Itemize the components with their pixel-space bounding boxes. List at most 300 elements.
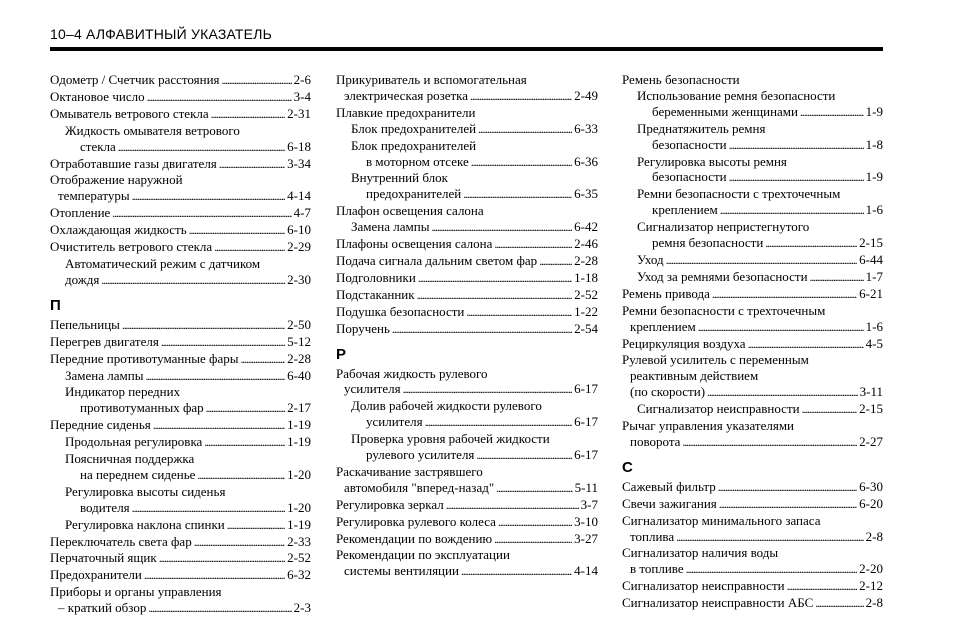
index-entry xyxy=(622,252,883,269)
entry-term: Сигнализатор неисправности АБС xyxy=(622,595,814,611)
dot-leader xyxy=(707,384,858,401)
dot-leader xyxy=(478,121,572,138)
entry-page-ref[interactable]: 3-4 xyxy=(293,88,311,104)
entry-page-ref[interactable]: 6-35 xyxy=(574,186,598,202)
entry-term: водителя xyxy=(80,499,130,515)
entry-page-ref[interactable]: 2-54 xyxy=(574,320,598,336)
entry-term: Прикуриватель и вспомогательная xyxy=(336,72,527,87)
header-rule xyxy=(50,47,883,51)
entry-term: Перчаточный ящик xyxy=(50,550,157,566)
index-entry xyxy=(336,219,598,236)
index-entry xyxy=(50,534,311,551)
entry-term: Октановое число xyxy=(50,88,145,104)
entry-page-ref[interactable]: 2-29 xyxy=(287,239,311,255)
index-entry xyxy=(622,104,883,121)
dot-leader xyxy=(729,169,864,186)
dot-leader xyxy=(471,154,572,171)
index-entry xyxy=(622,434,883,451)
dot-leader xyxy=(101,272,285,289)
entry-term: Сигнализатор неисправности xyxy=(637,401,800,417)
entry-term: реактивным действием xyxy=(630,368,759,384)
index-entry xyxy=(50,550,311,567)
index-entry xyxy=(50,188,311,205)
index-entry xyxy=(50,317,311,334)
entry-term: креплением xyxy=(652,202,718,218)
index-entry xyxy=(622,202,883,219)
index-column-2 xyxy=(336,72,598,580)
index-entry xyxy=(50,106,311,123)
entry-term: Блок предохранителей xyxy=(351,120,477,136)
index-entry xyxy=(622,513,883,529)
dot-leader xyxy=(222,72,292,89)
entry-term: Ремень безопасности xyxy=(622,72,740,87)
index-entry xyxy=(336,514,598,531)
dot-leader xyxy=(539,253,572,270)
index-entry xyxy=(50,500,311,517)
entry-term: Регулировка зеркал xyxy=(336,496,444,512)
entry-page-ref[interactable]: 6-44 xyxy=(859,251,883,267)
index-entry xyxy=(50,205,311,222)
dot-leader xyxy=(227,517,285,534)
entry-term: Перегрев двигателя xyxy=(50,333,159,349)
entry-term: Использование ремня безопасности xyxy=(637,87,836,103)
entry-term: креплением xyxy=(630,318,696,334)
entry-page-ref[interactable]: 6-20 xyxy=(859,495,883,511)
index-entry xyxy=(622,235,883,252)
entry-term: Подушка безопасности xyxy=(336,303,465,319)
index-entry xyxy=(622,169,883,186)
entry-term: Рабочая жидкость рулевого xyxy=(336,365,488,381)
entry-term: Автоматический режим с датчиком xyxy=(65,255,261,271)
index-entry xyxy=(622,121,883,137)
index-entry xyxy=(336,480,598,497)
entry-term: Рекомендации по эксплуатации xyxy=(336,547,510,563)
entry-term: Очиститель ветрового стекла xyxy=(50,239,213,255)
entry-term: безопасности xyxy=(652,136,727,152)
index-entry xyxy=(622,578,883,595)
index-entry xyxy=(50,239,311,256)
dot-leader xyxy=(145,368,285,385)
entry-term: Отработавшие газы двигателя xyxy=(50,155,217,171)
index-entry xyxy=(50,517,311,534)
dot-leader xyxy=(214,239,285,256)
dot-leader xyxy=(417,287,573,304)
index-entry xyxy=(622,545,883,561)
index-entry xyxy=(622,319,883,336)
index-entry xyxy=(336,464,598,480)
index-entry xyxy=(622,479,883,496)
entry-term: Внутренний блок xyxy=(351,170,448,186)
dot-leader xyxy=(676,529,864,546)
entry-page-ref[interactable]: 2-52 xyxy=(574,286,598,302)
index-entry xyxy=(50,272,311,289)
entry-page-ref[interactable]: 1-20 xyxy=(287,499,311,515)
entry-page-ref[interactable]: 6-40 xyxy=(287,367,311,383)
entry-page-ref[interactable]: 6-42 xyxy=(574,219,598,235)
entry-term: Отопление xyxy=(50,205,111,221)
entry-term: Замена лампы xyxy=(351,219,430,235)
entry-term: Отображение наружной xyxy=(50,172,183,188)
entry-page-ref[interactable]: 1-6 xyxy=(865,318,883,334)
index-entry xyxy=(50,351,311,368)
entry-page-ref[interactable]: 4-14 xyxy=(574,563,598,579)
index-column-3 xyxy=(622,72,883,612)
entry-page-ref[interactable]: 2-30 xyxy=(287,271,311,287)
entry-term: Преднатяжитель ремня xyxy=(637,120,766,136)
index-entry xyxy=(622,561,883,578)
index-entry xyxy=(336,447,598,464)
dot-leader xyxy=(153,417,285,434)
entry-term: Сигнализатор неисправности xyxy=(622,578,785,594)
entry-page-ref[interactable]: 2-6 xyxy=(293,72,311,87)
index-entry xyxy=(622,384,883,401)
entry-page-ref[interactable]: 5-12 xyxy=(287,333,311,349)
entry-page-ref[interactable]: 2-28 xyxy=(574,252,598,268)
entry-page-ref[interactable]: 5-11 xyxy=(574,479,598,495)
entry-term: Уход xyxy=(637,251,664,267)
index-entry xyxy=(50,172,311,188)
dot-leader xyxy=(132,500,285,517)
dot-leader xyxy=(815,595,863,612)
entry-term: Плавкие предохранители xyxy=(336,104,476,120)
entry-term: Охлаждающая жидкость xyxy=(50,222,187,238)
entry-term: автомобиля "вперед-назад" xyxy=(344,479,495,495)
index-column-1 xyxy=(50,72,311,617)
entry-page-ref[interactable]: 1-8 xyxy=(865,136,883,152)
entry-page-ref[interactable]: 6-30 xyxy=(859,478,883,494)
dot-leader xyxy=(719,496,857,513)
index-entry xyxy=(622,595,883,612)
entry-page-ref[interactable]: 6-32 xyxy=(287,567,311,583)
page-header: 10–4 АЛФАВИТНЫЙ УКАЗАТЕЛЬ xyxy=(50,26,272,42)
dot-leader xyxy=(206,400,286,417)
entry-term: Переключатель света фар xyxy=(50,533,192,549)
entry-page-ref[interactable]: 3-11 xyxy=(859,384,883,400)
dot-leader xyxy=(118,139,285,156)
index-entry xyxy=(336,563,598,580)
section-letter: Р xyxy=(336,345,347,363)
dot-leader xyxy=(470,88,572,105)
entry-term: Сигнализатор наличия воды xyxy=(622,545,779,561)
dot-leader xyxy=(686,561,858,578)
dot-leader xyxy=(219,156,285,173)
entry-term: беременными женщинами xyxy=(652,103,798,119)
entry-page-ref[interactable]: 6-21 xyxy=(859,285,883,301)
index-entry xyxy=(622,352,883,368)
entry-term: Омыватель ветрового стекла xyxy=(50,105,209,121)
entry-term: Рециркуляция воздуха xyxy=(622,335,746,351)
dot-leader xyxy=(112,205,291,222)
index-entry xyxy=(336,431,598,447)
dot-leader xyxy=(698,319,864,336)
entry-term: Раскачивание застрявшего xyxy=(336,463,483,479)
entry-term: Замена лампы xyxy=(65,367,144,383)
entry-page-ref[interactable]: 1-19 xyxy=(287,417,311,433)
entry-term: усилителя xyxy=(344,381,401,397)
dot-leader xyxy=(122,317,285,334)
index-entry xyxy=(336,154,598,171)
entry-page-ref[interactable]: 6-18 xyxy=(287,138,311,154)
entry-term: Ремень привода xyxy=(622,285,710,301)
index-entry xyxy=(622,401,883,418)
entry-page-ref[interactable]: 2-8 xyxy=(865,528,883,544)
entry-page-ref[interactable]: 2-50 xyxy=(287,316,311,332)
index-entry xyxy=(336,88,598,105)
entry-term: Плафоны освещения салона xyxy=(336,236,493,252)
entry-term: температуры xyxy=(58,188,130,204)
index-entry xyxy=(622,529,883,546)
entry-term: (по скорости) xyxy=(630,384,706,400)
index-entry xyxy=(622,269,883,286)
entry-term: электрическая розетка xyxy=(344,87,469,103)
index-entry xyxy=(50,89,311,106)
dot-leader xyxy=(144,567,285,584)
dot-leader xyxy=(494,531,572,548)
index-entry xyxy=(50,584,311,600)
entry-term: на переднем сиденье xyxy=(80,466,196,482)
index-entry xyxy=(622,72,883,88)
dot-leader xyxy=(496,480,573,497)
entry-term: дождя xyxy=(65,271,100,287)
entry-page-ref[interactable]: 6-17 xyxy=(574,381,598,397)
entry-page-ref[interactable]: 2-15 xyxy=(859,401,883,417)
dot-leader xyxy=(197,467,285,484)
index-entry xyxy=(622,496,883,513)
index-entry xyxy=(336,270,598,287)
index-entry xyxy=(50,451,311,467)
index-entry xyxy=(50,484,311,500)
index-entry xyxy=(50,72,311,89)
dot-leader xyxy=(148,600,291,617)
entry-term: Приборы и органы управления xyxy=(50,584,222,600)
entry-page-ref[interactable]: 4-7 xyxy=(293,205,311,221)
entry-term: Подача сигнала дальним светом фар xyxy=(336,252,538,268)
entry-term: Индикатор передних xyxy=(65,384,181,400)
entry-term: в топливе xyxy=(630,561,684,577)
entry-page-ref[interactable]: 3-27 xyxy=(574,530,598,546)
entry-term: Блок предохранителей xyxy=(351,137,477,153)
section-letter: С xyxy=(622,458,633,476)
entry-page-ref[interactable]: 2-12 xyxy=(859,578,883,594)
entry-term: Ремни безопасности с трехточечным xyxy=(622,302,826,318)
entry-term: Проверка уровня рабочей жидкости xyxy=(351,431,550,447)
dot-leader xyxy=(132,188,286,205)
dot-leader xyxy=(712,286,857,303)
entry-term: стекла xyxy=(80,138,116,154)
index-entry xyxy=(336,497,598,514)
dot-leader xyxy=(147,89,292,106)
entry-term: в моторном отсеке xyxy=(366,153,469,169)
dot-leader xyxy=(466,304,572,321)
dot-leader xyxy=(240,351,285,368)
index-entry xyxy=(622,88,883,104)
dot-leader xyxy=(729,137,864,154)
entry-term: поворота xyxy=(630,433,681,449)
dot-leader xyxy=(159,550,285,567)
index-entry xyxy=(336,138,598,154)
entry-term: Сигнализатор минимального запаса xyxy=(622,512,821,528)
index-entry xyxy=(336,381,598,398)
entry-page-ref[interactable]: 6-10 xyxy=(287,222,311,238)
index-entry xyxy=(336,304,598,321)
entry-term: системы вентиляции xyxy=(344,563,459,579)
entry-page-ref[interactable]: 2-3 xyxy=(293,600,311,616)
index-entry xyxy=(50,368,311,385)
entry-term: рулевого усилителя xyxy=(366,447,475,463)
entry-term: Рекомендации по вождению xyxy=(336,530,493,546)
index-entry xyxy=(50,256,311,272)
entry-term: Сажевый фильтр xyxy=(622,478,716,494)
entry-page-ref[interactable]: 2-27 xyxy=(859,433,883,449)
index-entry xyxy=(336,203,598,219)
dot-leader xyxy=(425,414,573,431)
index-entry xyxy=(336,547,598,563)
entry-term: Регулировка рулевого колеса xyxy=(336,513,496,529)
entry-term: Рычаг управления указателями xyxy=(622,418,795,434)
entry-page-ref[interactable]: 1-7 xyxy=(865,268,883,284)
index-entry xyxy=(622,286,883,303)
entry-term: Плафон освещения салона xyxy=(336,203,484,219)
dot-leader xyxy=(682,434,857,451)
index-entry xyxy=(336,398,598,414)
entry-term: Поручень xyxy=(336,320,390,336)
dot-leader xyxy=(418,270,572,287)
section-letter: П xyxy=(50,296,61,314)
entry-term: Регулировка наклона спинки xyxy=(65,516,225,532)
index-entry xyxy=(50,222,311,239)
entry-page-ref[interactable]: 2-52 xyxy=(287,550,311,566)
entry-page-ref[interactable]: 2-8 xyxy=(865,595,883,611)
index-entry xyxy=(336,366,598,382)
dot-leader xyxy=(189,222,286,239)
entry-page-ref[interactable]: 1-19 xyxy=(287,434,311,450)
entry-term: топлива xyxy=(630,528,675,544)
entry-page-ref[interactable]: 1-9 xyxy=(865,103,883,119)
entry-page-ref[interactable]: 2-31 xyxy=(287,105,311,121)
index-entry xyxy=(336,105,598,121)
entry-term: Регулировка высоты ремня xyxy=(637,153,787,169)
dot-leader xyxy=(718,479,857,496)
entry-page-ref[interactable]: 1-6 xyxy=(865,202,883,218)
entry-term: усилителя xyxy=(366,414,423,430)
index-entry xyxy=(622,186,883,202)
entry-page-ref[interactable]: 2-33 xyxy=(287,533,311,549)
dot-leader xyxy=(765,235,857,252)
entry-term: Долив рабочей жидкости рулевого xyxy=(351,398,542,414)
entry-page-ref[interactable]: 3-10 xyxy=(574,513,598,529)
index-entry xyxy=(50,123,311,139)
dot-leader xyxy=(446,497,579,514)
entry-term: Ремни безопасности с трехточечным xyxy=(637,186,841,202)
dot-leader xyxy=(204,434,285,451)
entry-page-ref[interactable]: 1-19 xyxy=(287,516,311,532)
index-entry xyxy=(336,414,598,431)
entry-term: Подстаканник xyxy=(336,286,415,302)
entry-page-ref[interactable]: 2-28 xyxy=(287,350,311,366)
index-entry xyxy=(336,186,598,203)
index-entry xyxy=(336,121,598,138)
index-entry xyxy=(50,417,311,434)
entry-term: Предохранители xyxy=(50,567,142,583)
dot-leader xyxy=(800,104,864,121)
entry-page-ref[interactable]: 4-5 xyxy=(865,335,883,351)
dot-leader xyxy=(463,186,572,203)
entry-term: Регулировка высоты сиденья xyxy=(65,483,226,499)
entry-page-ref[interactable]: 1-18 xyxy=(574,269,598,285)
dot-leader xyxy=(748,336,864,353)
entry-term: противотуманных фар xyxy=(80,400,204,416)
index-entry xyxy=(336,253,598,270)
dot-leader xyxy=(720,202,864,219)
index-entry xyxy=(622,154,883,170)
entry-term: Поясничная поддержка xyxy=(65,451,195,467)
entry-page-ref[interactable]: 1-20 xyxy=(287,466,311,482)
entry-term: Уход за ремнями безопасности xyxy=(637,268,808,284)
index-entry xyxy=(50,467,311,484)
dot-leader xyxy=(476,447,572,464)
index-entry xyxy=(336,236,598,253)
entry-page-ref[interactable]: 6-17 xyxy=(574,414,598,430)
entry-page-ref[interactable]: 3-7 xyxy=(580,496,598,512)
entry-term: Подголовники xyxy=(336,269,416,285)
entry-page-ref[interactable]: 4-14 xyxy=(287,188,311,204)
dot-leader xyxy=(194,534,285,551)
index-entry xyxy=(336,531,598,548)
dot-leader xyxy=(161,334,285,351)
entry-page-ref[interactable]: 6-33 xyxy=(574,120,598,136)
entry-page-ref[interactable]: 1-22 xyxy=(574,303,598,319)
entry-page-ref[interactable]: 6-36 xyxy=(574,153,598,169)
entry-page-ref[interactable]: 3-34 xyxy=(287,155,311,171)
dot-leader xyxy=(802,401,858,418)
entry-term: Одометр / Счетчик расстояния xyxy=(50,72,220,87)
entry-page-ref[interactable]: 2-17 xyxy=(287,400,311,416)
dot-leader xyxy=(403,381,573,398)
index-entry xyxy=(622,368,883,384)
index-entry xyxy=(50,600,311,617)
entry-term: Продольная регулировка xyxy=(65,434,203,450)
index-entry xyxy=(50,434,311,451)
entry-term: Свечи зажигания xyxy=(622,495,717,511)
entry-page-ref[interactable]: 2-15 xyxy=(859,235,883,251)
index-entry xyxy=(50,334,311,351)
dot-leader xyxy=(666,252,858,269)
entry-term: ремня безопасности xyxy=(652,235,764,251)
index-entry xyxy=(50,384,311,400)
dot-leader xyxy=(787,578,858,595)
index-entry xyxy=(622,303,883,319)
entry-page-ref[interactable]: 2-49 xyxy=(574,87,598,103)
entry-page-ref[interactable]: 2-46 xyxy=(574,236,598,252)
index-entry xyxy=(336,321,598,338)
index-entry xyxy=(336,72,598,88)
entry-page-ref[interactable]: 2-20 xyxy=(859,561,883,577)
entry-term: Пепельницы xyxy=(50,316,120,332)
index-entry xyxy=(622,418,883,434)
entry-page-ref[interactable]: 1-9 xyxy=(865,169,883,185)
dot-leader xyxy=(392,321,572,338)
entry-page-ref[interactable]: 6-17 xyxy=(574,447,598,463)
dot-leader xyxy=(498,514,572,531)
entry-term: Рулевой усилитель с переменным xyxy=(622,352,809,368)
dot-leader xyxy=(494,236,572,253)
entry-term: Передние сиденья xyxy=(50,417,151,433)
entry-term: безопасности xyxy=(652,169,727,185)
entry-term: Сигнализатор непристегнутого xyxy=(637,219,810,235)
index-entry xyxy=(50,400,311,417)
dot-leader xyxy=(810,269,864,286)
index-entry xyxy=(622,219,883,235)
